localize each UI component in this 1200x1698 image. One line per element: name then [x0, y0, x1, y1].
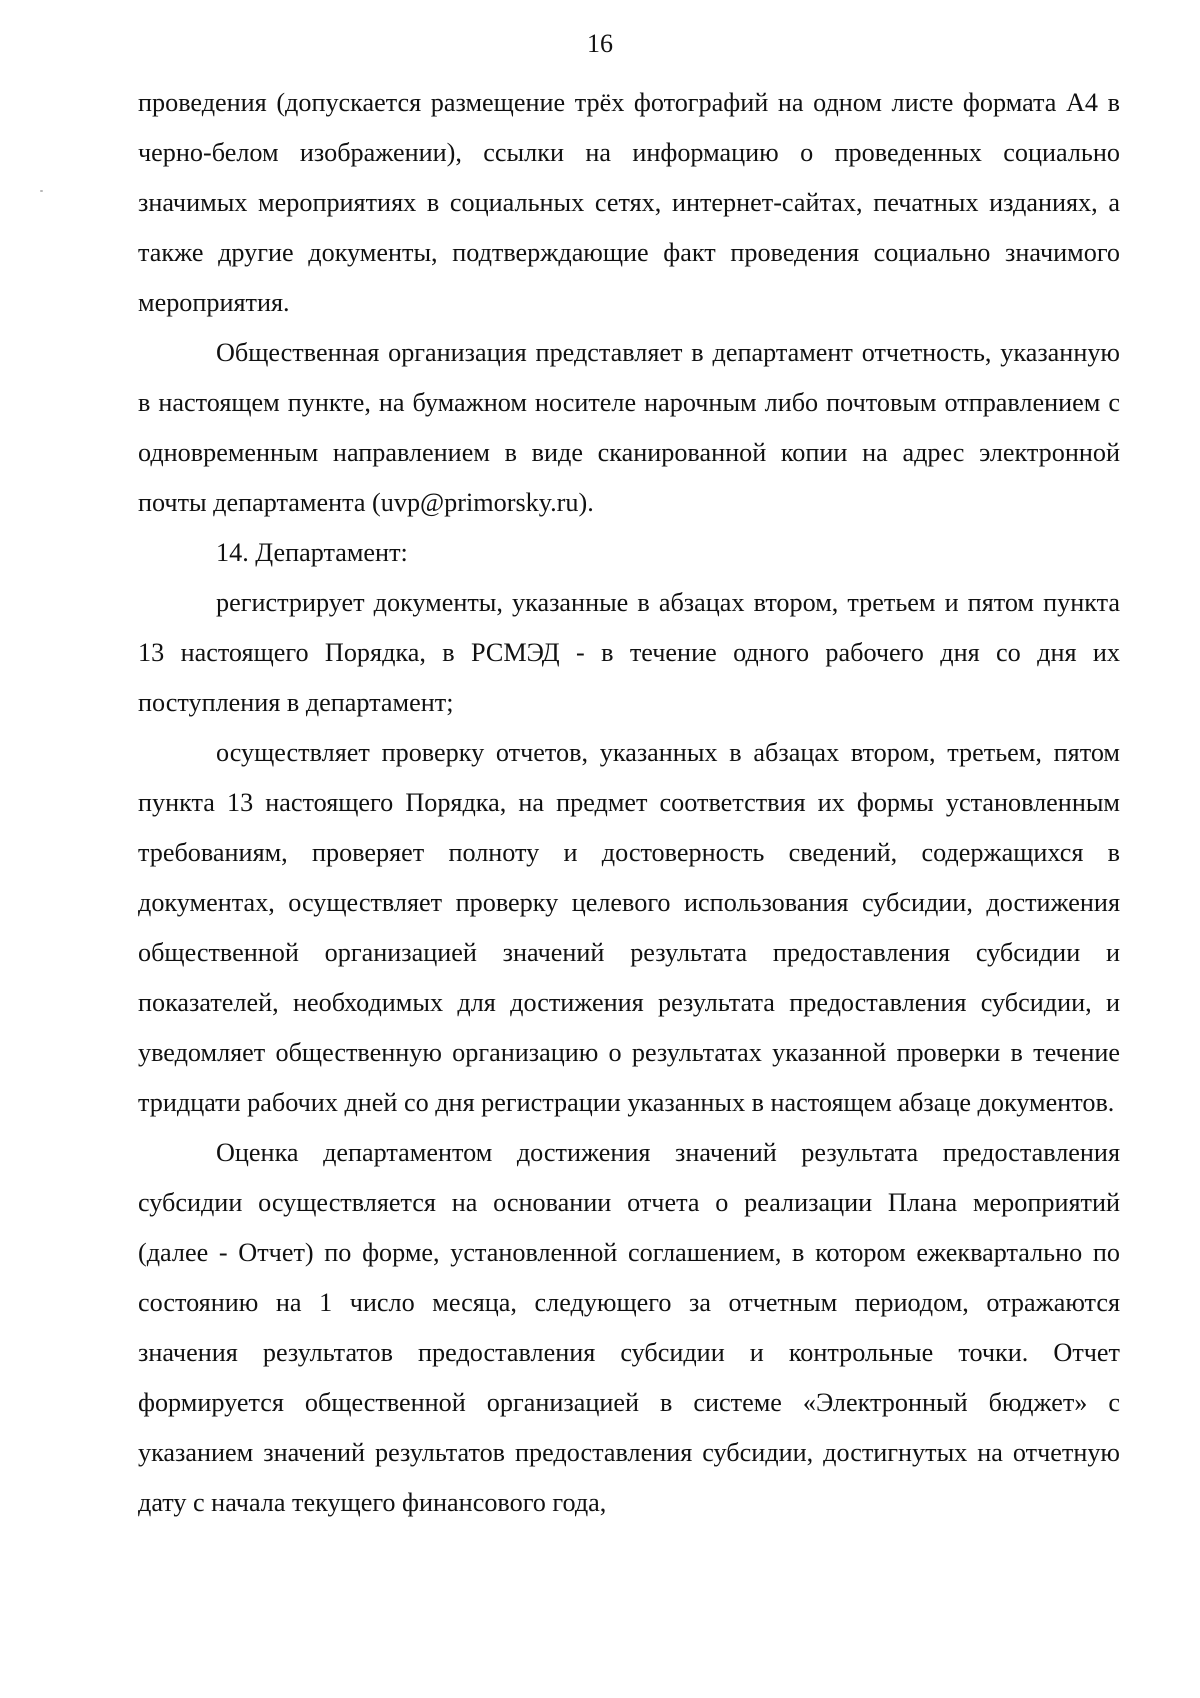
- paragraph-reporting-submission: Общественная организация представляет в департамент отчетность, указанную в настоящем пункте, на бумажном носителе нарочным либо почтовым отправлением с одновременным направлением в виде сканированной копии на адрес электронной почты департамента (uvp@primorsky.ru).: [138, 338, 1120, 517]
- page-number: 16: [587, 29, 613, 58]
- paragraph-photo-requirements: проведения (допускается размещение трёх фотографий на одном листе формата А4 в черно-белом изображении), ссылки на информацию о проведенных социально значимых мероприятиях в социальных сетях, интернет-сайтах, печатных изданиях, а также другие документы, подтверждающие факт проведения социально значимого мероприятия.: [138, 88, 1120, 317]
- paragraph-document-registration: регистрирует документы, указанные в абзацах втором, третьем и пятом пункта 13 настоящего Порядка, в РСМЭД - в течение одного рабочего дня со дня их поступления в департамент;: [138, 588, 1120, 717]
- paragraph-report-verification: осуществляет проверку отчетов, указанных в абзацах втором, третьем, пятом пункта 13 настоящего Порядка, на предмет соответствия их формы установленным требованиям, проверяет полноту и достоверность сведений, содержащихся в документах, осуществляет проверку целевого использования субсидии, достижения общественной организацией значений результата предоставления субсидии и показателей, необходимых для достижения результата предоставления субсидии, и уведомляет общественную организацию о результатах указанной проверки в течение тридцати рабочих дней со дня регистрации указанных в настоящем абзаце документов.: [138, 738, 1120, 1117]
- document-body: [138, 78, 1120, 1528]
- section-heading-14: 14. Департамент:: [216, 538, 408, 567]
- paragraph-results-evaluation: Оценка департаментом достижения значений результата предоставления субсидии осуществляется на основании отчета о реализации Плана мероприятий (далее - Отчет) по форме, установленной соглашением, в котором ежеквартально по состоянию на 1 число месяца, следующего за отчетным периодом, отражаются значения результатов предоставления субсидии и контрольные точки. Отчет формируется общественной организацией в системе «Электронный бюджет» с указанием значений результатов предоставления субсидии, достигнутых на отчетную дату с начала текущего финансового года,: [138, 1138, 1120, 1517]
- scan-artifact: [40, 190, 43, 192]
